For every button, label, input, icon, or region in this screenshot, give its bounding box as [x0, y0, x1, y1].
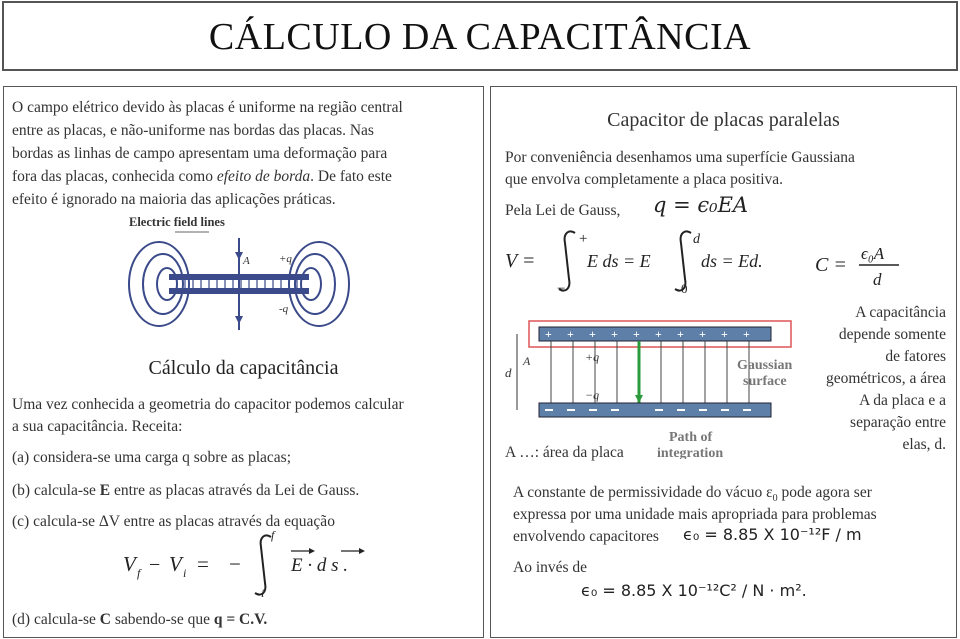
permittivity-value-1: ϵ₀ = 8.85 X 10⁻¹²F / m: [683, 525, 862, 544]
intro-line-4: [12, 166, 392, 187]
svg-text:+: +: [721, 327, 728, 341]
fig-label-minus-q: -q: [279, 303, 289, 315]
note-line-6: separação entre: [850, 414, 946, 431]
c-eq-lhs: C =: [815, 254, 847, 276]
gauss-intro-line-1: Por conveniência desenhamos uma superfície Gaussiana: [505, 149, 855, 166]
perm-1-sub: 0: [772, 493, 778, 505]
step-d-relation: q = C.V.: [213, 611, 268, 628]
area-note: A …: área da placa: [505, 444, 624, 461]
gauss-law-label: Pela Lei de Gauss,: [505, 202, 621, 219]
fig-label-A: A: [243, 255, 250, 267]
fig-gaussian-label-2: surface: [743, 374, 787, 389]
eq-Vf: V: [123, 552, 136, 576]
eq-Vi: V: [169, 552, 182, 576]
fig-label-A-right: A: [523, 354, 531, 368]
permittivity-line-3: envolvendo capacitores: [513, 528, 659, 545]
capacitance-equation: [813, 237, 913, 291]
svg-text:+: +: [611, 327, 618, 341]
permittivity-line-2: expressa por uma unidade mais apropriada para problemas: [513, 506, 877, 523]
eq-minus-2: −: [229, 552, 241, 576]
perm-1a: A constante de permissividade do vácuo ε: [513, 484, 773, 501]
eq-int-upper: f: [271, 529, 275, 542]
svg-text:+: +: [633, 327, 640, 341]
capacitance-note: [826, 302, 946, 456]
v-eq-upper-2: d: [693, 232, 700, 247]
fig-field-arrows: [551, 341, 749, 403]
intro-line-4c: . De fato este: [310, 168, 392, 185]
fig-integration-arrow: [635, 395, 643, 403]
perm-1c: pode agora ser: [777, 484, 872, 501]
svg-text:+: +: [655, 327, 662, 341]
title-box: [2, 1, 958, 71]
fig-arrow-bottom: [235, 316, 243, 324]
svg-text:+: +: [677, 327, 684, 341]
fig-label-plus-q: +q: [279, 253, 292, 265]
step-b-1: (b) calcula-se: [12, 482, 100, 499]
intro-line-4a: fora das placas, conhecida como: [12, 168, 217, 185]
step-b: [12, 480, 359, 501]
note-line-1: A capacitância: [855, 304, 946, 321]
note-line-5: A da placa e a: [859, 392, 946, 409]
step-d-3: sabendo-se que: [110, 611, 214, 628]
fig-arrow-top: [235, 252, 243, 260]
fig-field-lines: [177, 280, 297, 288]
voltage-integral-equation: [503, 227, 803, 295]
svg-text:+: +: [699, 327, 706, 341]
eq-int-lower: i: [261, 586, 265, 599]
page-title: CÁLCULO DA CAPACITÂNCIA: [208, 16, 752, 58]
fig-right-fringe-lines: [289, 242, 349, 326]
step-d-C: C: [99, 611, 111, 628]
parallel-plate-figure: [501, 309, 797, 459]
edge-effect-term: efeito de borda: [216, 168, 311, 185]
gauss-law-equation: q = ϵ₀EA: [653, 193, 749, 217]
step-a: (a) considera-se uma carga q sobre as placas;: [12, 449, 292, 466]
eq-vec-ds-head: [359, 548, 365, 554]
intro-line-5: efeito é ignorado na maioria das aplicações práticas.: [12, 191, 336, 208]
right-section-title: Capacitor de placas paralelas: [607, 109, 840, 131]
v-eq-middle: E ds = E: [587, 251, 651, 271]
svg-text:+: +: [743, 327, 750, 341]
svg-text:+: +: [545, 327, 552, 341]
fig-path-label-2: integration: [657, 446, 724, 459]
eq-vec-E-head: [309, 548, 315, 554]
eq-Vi-sub: i: [183, 566, 187, 580]
instead-of-label: Ao invés de: [513, 559, 588, 576]
svg-text:+: +: [589, 327, 596, 341]
note-line-3: de fatores: [885, 348, 946, 365]
fig-left-fringe-lines: [129, 242, 189, 326]
fig-label-d: d: [505, 365, 512, 380]
eq-minus-1: −: [149, 554, 161, 576]
eq-integrand: E · d s .: [291, 555, 348, 576]
intro-line-1: O campo elétrico devido às placas é uniforme na região central: [12, 99, 403, 116]
v-eq-lower-2: 0: [681, 281, 688, 295]
fig-label-plus-q-right: +q: [585, 350, 600, 364]
intro-line-3: bordas as linhas de campo apresentam uma deformação para: [12, 145, 388, 162]
note-line-4: geométricos, a área: [825, 370, 946, 387]
v-eq-upper-1: +: [579, 231, 588, 247]
recipe-intro-line-2: a sua capacitância. Receita:: [12, 418, 183, 435]
step-c: (c) calcula-se ΔV entre as placas através da equação: [12, 513, 335, 530]
permittivity-value-2: ϵ₀ = 8.85 X 10⁻¹²C² / N · m².: [581, 581, 807, 600]
intro-line-2: entre as placas, e não-uniforme nas bordas das placas. Nas: [12, 122, 374, 139]
fig-path-label-1: Path of: [669, 430, 713, 445]
eq-equals: =: [197, 552, 209, 576]
fig-label-minus-q-right: −q: [585, 388, 600, 402]
edge-effect-figure: [119, 212, 359, 340]
left-section-title: Cálculo da capacitância: [148, 357, 339, 379]
fig-label-electric-field: Electric field lines: [129, 215, 225, 229]
right-panel: [490, 86, 957, 638]
step-d-1: (d) calcula-se: [12, 611, 100, 628]
left-panel: [3, 86, 484, 638]
potential-difference-equation: [119, 529, 379, 599]
recipe-intro-line-1: Uma vez conhecida a geometria do capacitor podemos calcular: [12, 396, 404, 413]
fig-gaussian-label-1: Gaussian: [737, 358, 793, 373]
c-eq-numerator: ϵ₀A: [861, 244, 885, 263]
v-eq-lower-1: −: [557, 281, 566, 295]
step-d: [12, 609, 267, 630]
c-eq-denominator: d: [873, 270, 882, 289]
svg-text:+: +: [567, 327, 574, 341]
v-eq-end: ds = Ed.: [701, 251, 763, 271]
note-line-7: elas, d.: [902, 436, 946, 453]
step-b-3: entre as placas através da Lei de Gauss.: [110, 482, 360, 499]
gauss-intro-line-2: que envolva completamente a placa positiva.: [505, 171, 784, 188]
note-line-2: depende somente: [838, 326, 946, 343]
eq-Vf-sub: f: [137, 566, 141, 580]
step-b-E: E: [99, 482, 111, 499]
v-eq-lhs: V =: [505, 250, 536, 272]
